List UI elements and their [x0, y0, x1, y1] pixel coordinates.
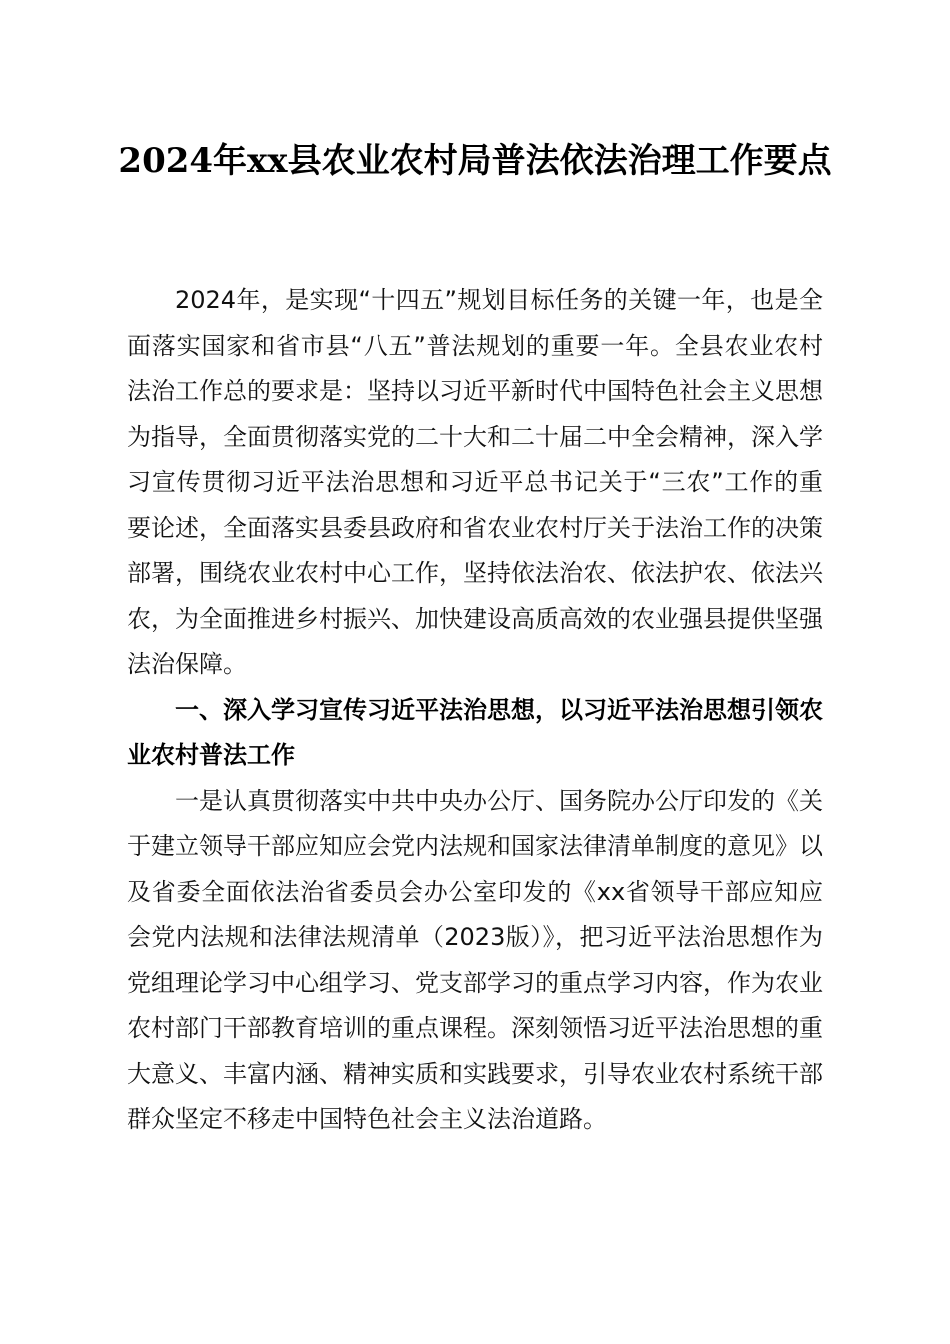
intro-paragraph: 2024年，是实现“十四五”规划目标任务的关键一年，也是全面落实国家和省市县“八五”普法规划的重要一年。全县农业农村法治工作总的要求是：坚持以习近平新时代中国特色社会主义思想为指导，全面贯彻落实党的二十大和二十届二中全会精神，深入学习宣传贯彻习近平法治思想和习近平总书记关于“三农”工作的重要论述，全面落实县委县政府和省农业农村厅关于法治工作的决策部署，围绕农业农村中心工作，坚持依法治农、依法护农、依法兴农，为全面推进乡村振兴、加快建设高质高效的农业强县提供坚强法治保障。: [127, 286, 823, 678]
document-title: 2024年xx县农业农村局普法依法治理工作要点: [118, 141, 832, 181]
section-1-paragraph: 一是认真贯彻落实中共中央办公厅、国务院办公厅印发的《关于建立领导干部应知应会党内法规和国家法律清单制度的意见》以及省委全面依法治省委员会办公室印发的《xx省领导干部应知应会党内法规和法律法规清单（2023版）》，把习近平法治思想作为党组理论学习中心组学习、党支部学习的重点学习内容，作为农业农村部门干部教育培训的重点课程。深刻领悟习近平法治思想的重大意义、丰富内涵、精神实质和实践要求，引导农业农村系统干部群众坚定不移走中国特色社会主义法治道路。: [127, 786, 823, 1133]
section-heading-1: 一、深入学习宣传习近平法治思想，以习近平法治思想引领农业农村普法工作: [127, 695, 823, 769]
document-body: [127, 278, 823, 1143]
